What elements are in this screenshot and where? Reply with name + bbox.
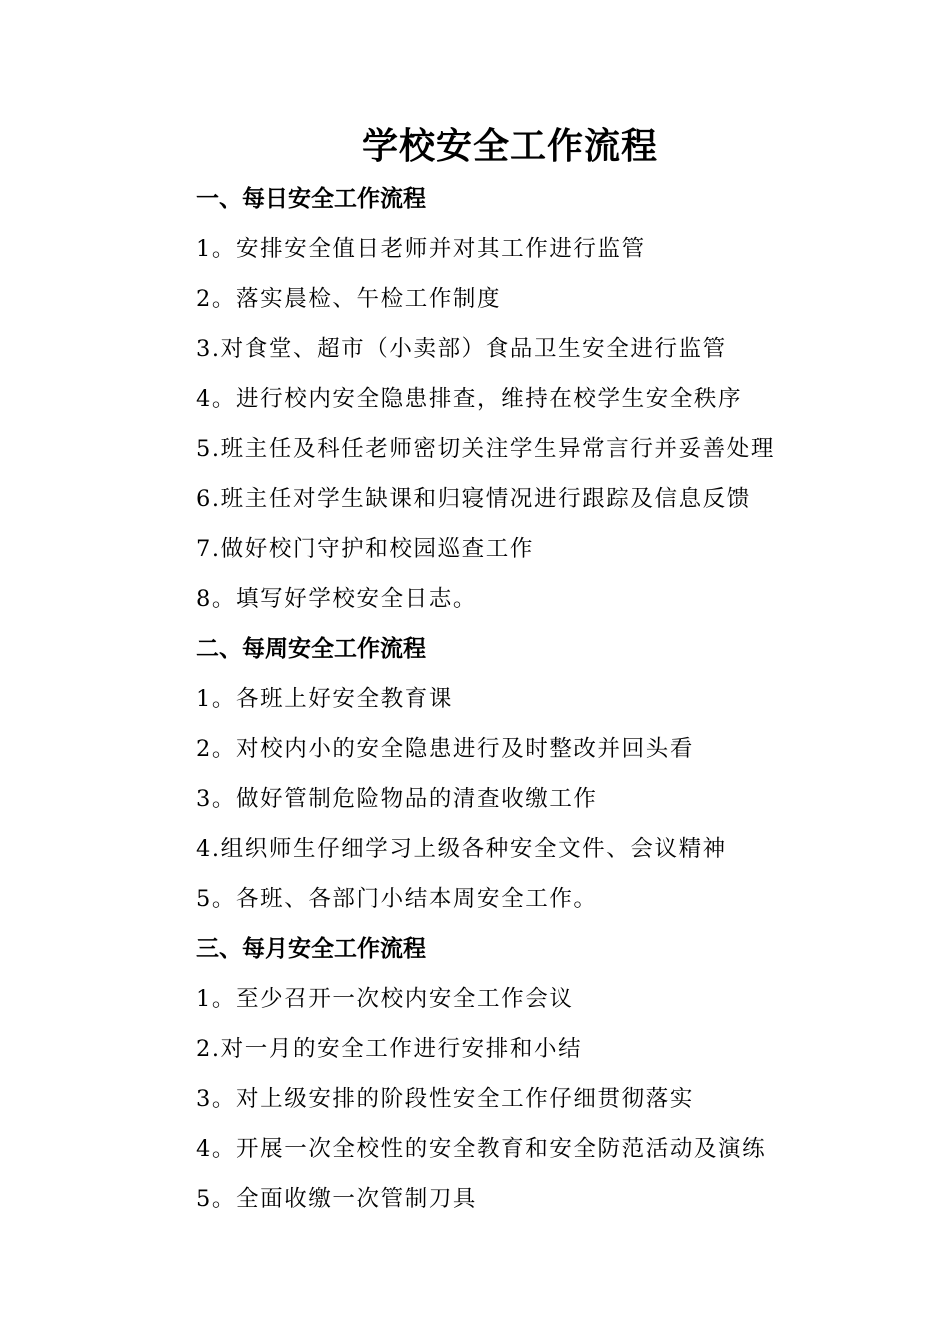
list-item: 3。对上级安排的阶段性安全工作仔细贯彻落实 <box>196 1086 694 1112</box>
section-heading: 一、每日安全工作流程 <box>196 186 426 212</box>
list-item: 1。至少召开一次校内安全工作会议 <box>196 986 574 1012</box>
list-item: 5。各班、各部门小结本周安全工作。 <box>196 886 598 912</box>
list-item: 5.班主任及科任老师密切关注学生异常言行并妥善处理 <box>196 436 775 462</box>
list-item: 4.组织师生仔细学习上级各种安全文件、会议精神 <box>196 836 727 862</box>
list-item: 6.班主任对学生缺课和归寝情况进行跟踪及信息反馈 <box>196 486 751 512</box>
section-heading: 三、每月安全工作流程 <box>196 936 426 962</box>
section-daily <box>196 174 896 624</box>
list-item: 3.对食堂、超市（小卖部）食品卫生安全进行监管 <box>196 336 727 362</box>
document-body <box>196 174 896 1224</box>
list-item: 2。落实晨检、午检工作制度 <box>196 286 502 312</box>
document-title: 学校安全工作流程 <box>361 125 658 167</box>
list-item: 8。填写好学校安全日志。 <box>196 586 478 612</box>
section-heading: 二、每周安全工作流程 <box>196 636 426 662</box>
section-weekly <box>196 624 896 924</box>
section-monthly <box>196 924 896 1224</box>
list-item: 4。开展一次全校性的安全教育和安全防范活动及演练 <box>196 1136 767 1162</box>
list-item: 3。做好管制危险物品的清查收缴工作 <box>196 786 598 812</box>
list-item: 5。全面收缴一次管制刀具 <box>196 1186 478 1212</box>
list-item: 1。安排安全值日老师并对其工作进行监管 <box>196 236 646 262</box>
list-item: 1。各班上好安全教育课 <box>196 686 453 712</box>
list-item: 4。进行校内安全隐患排查，维持在校学生安全秩序 <box>196 386 743 412</box>
list-item: 2。对校内小的安全隐患进行及时整改并回头看 <box>196 736 694 762</box>
list-item: 7.做好校门守护和校园巡查工作 <box>196 536 534 562</box>
list-item: 2.对一月的安全工作进行安排和小结 <box>196 1036 583 1062</box>
